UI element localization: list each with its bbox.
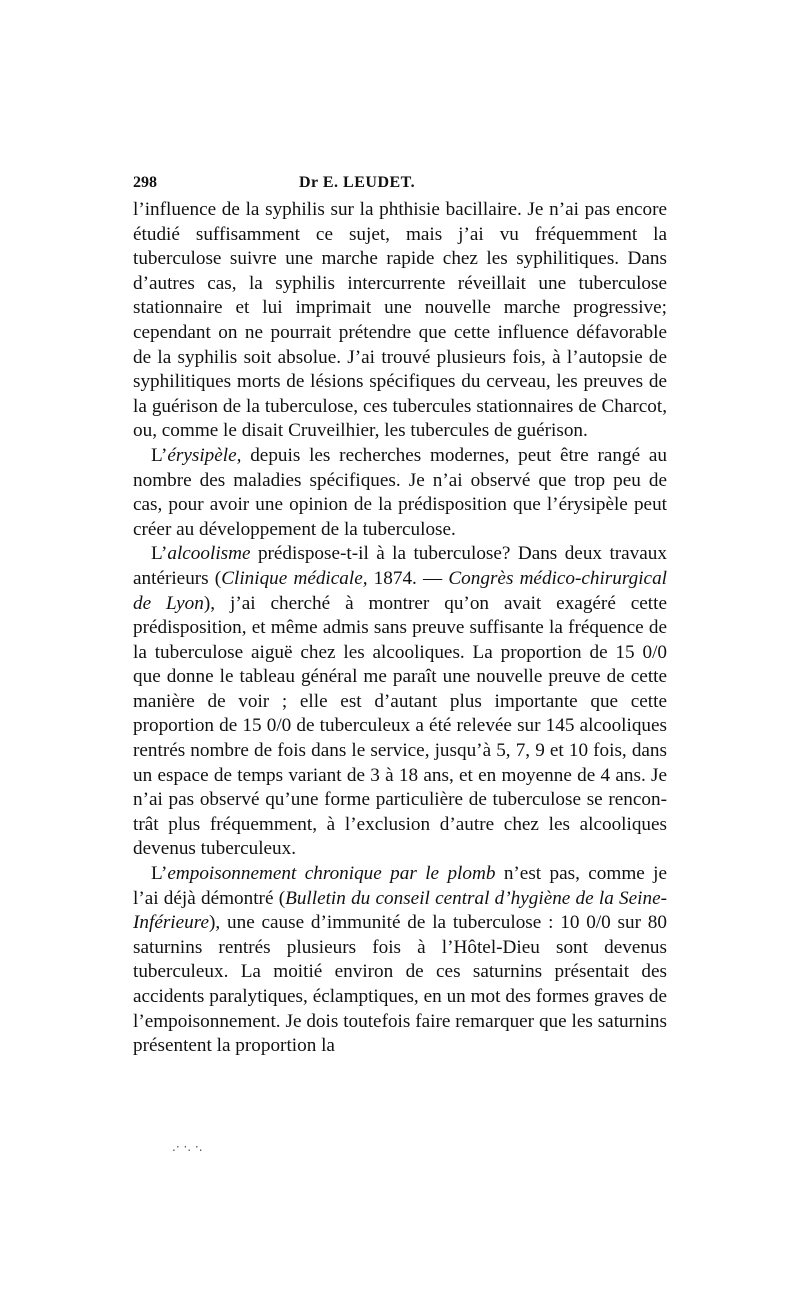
paragraph <box>133 862 667 1059</box>
italic-text: alcoolisme <box>167 543 251 565</box>
italic-text: Clinique médicale, <box>221 567 368 589</box>
ink-specks: .· ·. ·. <box>172 1140 203 1154</box>
text-run: ), une cause d’immunité de la tuberculose : 10 0/0 sur 80 saturnins rentrés plusieurs fois à l’Hôtel-Dieu sont devenus tuberculeux. La moitié environ de ces saturnins présentait des accidents paralytiques, éclamptiques, en un mot des formes graves de l’empoisonnement. Je dois toutefois faire remarquer que les saturnins présentent la proportion la <box>133 912 667 1057</box>
text-run: depuis les recherches modernes, peut être rangé au nombre des maladies spécifiques. Je n’ai observé que trop peu de cas, pour avoir une opinion de la prédisposition que l’érysipèle peut créer au développement de la tuberculose. <box>133 444 667 540</box>
running-header <box>133 168 667 198</box>
text-run: L’ <box>151 543 168 565</box>
page-number: 298 <box>133 174 157 191</box>
italic-text: Congrès médico-chirurgical de Lyon <box>133 567 667 614</box>
paragraph <box>133 444 667 542</box>
text-run: l’influence de la syphilis sur la phthisie bacillaire. Je n’ai pas encore étudié suffisamment ce sujet, mais j’ai vu fréquemment la tuberculose suivre une marche rapide chez les syphilitiques. Dans d’autres cas, la syphilis intercurrente réveillait une tuberculose stationnaire et lui imprimait une nouvelle marche progressive; cependant on ne pourrait prétendre que cette influence défavorable de la syphilis soit absolue. J’ai trouvé plusieurs fois, à l’autopsie de syphilitiques morts de lésions spécifiques du cerveau, les preuves de la guérison de la tuberculose, ces tubercules stationnaires de Charcot, ou, comme le disait Cruveilhier, les tubercules de guérison. <box>133 199 667 442</box>
body-text <box>133 198 667 1059</box>
text-run: 1874. — <box>367 567 449 589</box>
running-title: Dr E. LEUDET. <box>299 174 416 191</box>
text-run: ), j’ai cherché à montrer qu’on avait exagéré cette prédisposition, et même admis sans preuve suffisante la fréquence de la tuberculose aiguë chez les alcooliques. La proportion de 15 0/0 que donne le tableau général me paraît une nouvelle preuve de cette manière de voir ; elle est d’autant plus importante que cette proportion de 15 0/0 de tuberculeux a été relevée sur 145 alcooliques rentrés nombre de fois dans le service, jusqu’à 5, 7, 9 et 10 fois, dans un espace de temps variant de 3 à 18 ans, et en moyenne de 4 ans. Je n’ai pas observé qu’une forme particulière de tuberculose se rencontrât plus fréquemment, à l’exclusion d’autre chez les alcooliques devenus tuberculeux. <box>133 592 667 860</box>
text-run: n’est pas, comme je l’ai déjà démontré ( <box>133 863 667 909</box>
text-run: L’ <box>151 444 168 466</box>
italic-text: empoisonnement chronique par le plomb <box>167 863 496 885</box>
document-page <box>133 168 667 1059</box>
paragraph <box>133 542 667 862</box>
paragraph <box>133 198 667 444</box>
italic-text: érysipèle, <box>167 444 242 466</box>
italic-text: Bulletin du conseil central d’hygiène de la Seine-Inférieure <box>133 887 667 934</box>
text-run: prédispose-t-il à la tuberculose? Dans deux travaux antérieurs ( <box>133 543 667 589</box>
text-run: L’ <box>151 863 168 885</box>
